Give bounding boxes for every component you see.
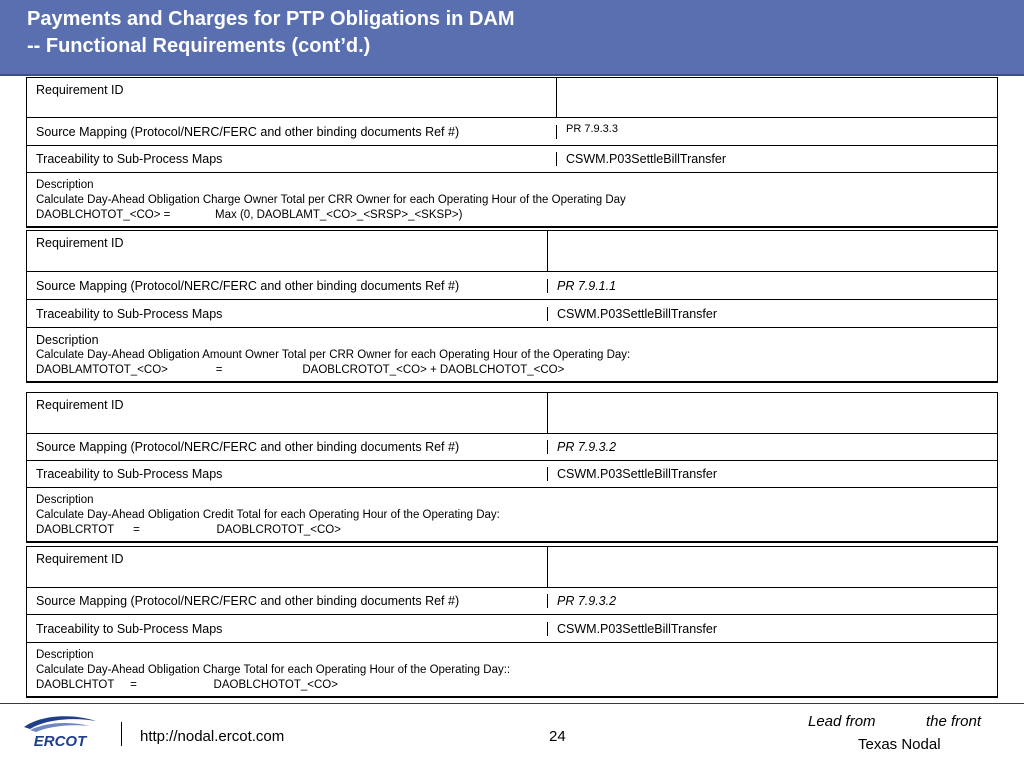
description-cell bbox=[27, 488, 509, 541]
description-label: Description bbox=[36, 649, 94, 661]
traceability-row bbox=[27, 300, 997, 328]
requirement-id-value bbox=[548, 547, 997, 587]
description-row bbox=[27, 488, 997, 541]
requirement-table-3 bbox=[26, 392, 998, 543]
source-mapping-value: PR 7.9.3.3 bbox=[566, 123, 618, 135]
source-mapping-label: Source Mapping (Protocol/NERC/FERC and other binding documents Ref #) bbox=[27, 440, 548, 454]
description-cell bbox=[27, 643, 519, 696]
source-mapping-label: Source Mapping (Protocol/NERC/FERC and other binding documents Ref #) bbox=[27, 594, 548, 608]
description-formula: DAOBLAMTOTOT_<CO> = DAOBLCROTOT_<CO> + DAOBLCHOTOT_<CO> bbox=[36, 364, 565, 376]
slide-header bbox=[0, 0, 1024, 76]
traceability-value: CSWM.P03SettleBillTransfer bbox=[557, 306, 717, 321]
requirement-id-label: Requirement ID bbox=[27, 231, 548, 271]
description-formula: DAOBLCHOTOT_<CO> = Max (0, DAOBLAMT_<CO>_<SRSP>_<SKSP>) bbox=[36, 209, 463, 221]
description-formula: DAOBLCHTOT = DAOBLCHOTOT_<CO> bbox=[36, 679, 338, 691]
requirement-id-value bbox=[557, 78, 997, 117]
requirement-id-label: Requirement ID bbox=[27, 393, 548, 433]
requirement-id-row bbox=[27, 78, 997, 118]
source-mapping-value: PR 7.9.3.2 bbox=[557, 440, 617, 454]
source-mapping-row bbox=[27, 118, 997, 146]
requirement-id-label: Requirement ID bbox=[27, 78, 557, 117]
traceability-label: Traceability to Sub-Process Maps bbox=[27, 467, 548, 481]
footer-divider bbox=[0, 703, 1024, 704]
traceability-value: CSWM.P03SettleBillTransfer bbox=[566, 152, 726, 166]
description-text: Calculate Day-Ahead Obligation Charge Owner Total per CRR Owner for each Operating Hour of the Operating Day bbox=[36, 194, 626, 206]
description-text: Calculate Day-Ahead Obligation Amount Owner Total per CRR Owner for each Operating Hour of the Operating Day: bbox=[36, 349, 631, 361]
description-row bbox=[27, 643, 997, 696]
ercot-logo bbox=[20, 713, 100, 749]
description-row bbox=[27, 328, 997, 381]
slide-title bbox=[27, 6, 515, 60]
requirement-id-row bbox=[27, 393, 997, 434]
tagline-part-1: Lead from bbox=[808, 713, 876, 730]
title-line-2: -- Functional Requirements (cont’d.) bbox=[27, 35, 371, 57]
footer-separator bbox=[121, 722, 122, 746]
logo-text: ERCOT bbox=[33, 733, 87, 749]
description-text: Calculate Day-Ahead Obligation Charge Total for each Operating Hour of the Operating Day:: bbox=[36, 664, 511, 676]
source-mapping-value: PR 7.9.3.2 bbox=[557, 594, 617, 608]
source-mapping-value: PR 7.9.1.1 bbox=[557, 278, 617, 293]
source-mapping-row bbox=[27, 272, 997, 300]
requirement-table-4 bbox=[26, 546, 998, 698]
description-cell bbox=[27, 328, 639, 381]
traceability-label: Traceability to Sub-Process Maps bbox=[27, 622, 548, 636]
requirement-id-value bbox=[548, 231, 997, 271]
traceability-row bbox=[27, 461, 997, 488]
description-label: Description bbox=[36, 494, 94, 506]
requirement-id-row bbox=[27, 231, 997, 272]
description-formula: DAOBLCRTOT = DAOBLCROTOT_<CO> bbox=[36, 524, 341, 536]
tagline-subtitle: Texas Nodal bbox=[858, 736, 941, 753]
requirement-table-2 bbox=[26, 230, 998, 383]
footer-url[interactable]: http://nodal.ercot.com bbox=[140, 728, 285, 745]
source-mapping-label: Source Mapping (Protocol/NERC/FERC and other binding documents Ref #) bbox=[27, 125, 557, 139]
traceability-value: CSWM.P03SettleBillTransfer bbox=[557, 467, 717, 481]
traceability-row bbox=[27, 146, 997, 173]
source-mapping-label: Source Mapping (Protocol/NERC/FERC and other binding documents Ref #) bbox=[27, 279, 548, 293]
traceability-value: CSWM.P03SettleBillTransfer bbox=[557, 621, 717, 636]
traceability-label: Traceability to Sub-Process Maps bbox=[27, 152, 557, 166]
tagline-part-2: the front bbox=[926, 713, 982, 730]
description-cell bbox=[27, 173, 635, 226]
requirement-table-1 bbox=[26, 77, 998, 228]
description-text: Calculate Day-Ahead Obligation Credit Total for each Operating Hour of the Operating Day: bbox=[36, 509, 500, 521]
traceability-label: Traceability to Sub-Process Maps bbox=[27, 307, 548, 321]
requirement-id-label: Requirement ID bbox=[27, 547, 548, 587]
traceability-row bbox=[27, 615, 997, 643]
description-row bbox=[27, 173, 997, 226]
description-label: Description bbox=[36, 179, 94, 191]
requirement-id-value bbox=[548, 393, 997, 433]
description-label: Description bbox=[36, 333, 99, 347]
source-mapping-row bbox=[27, 434, 997, 461]
page-number: 24 bbox=[549, 728, 566, 745]
title-line-1: Payments and Charges for PTP Obligations in DAM bbox=[27, 8, 515, 30]
requirement-id-row bbox=[27, 547, 997, 588]
source-mapping-row bbox=[27, 588, 997, 615]
